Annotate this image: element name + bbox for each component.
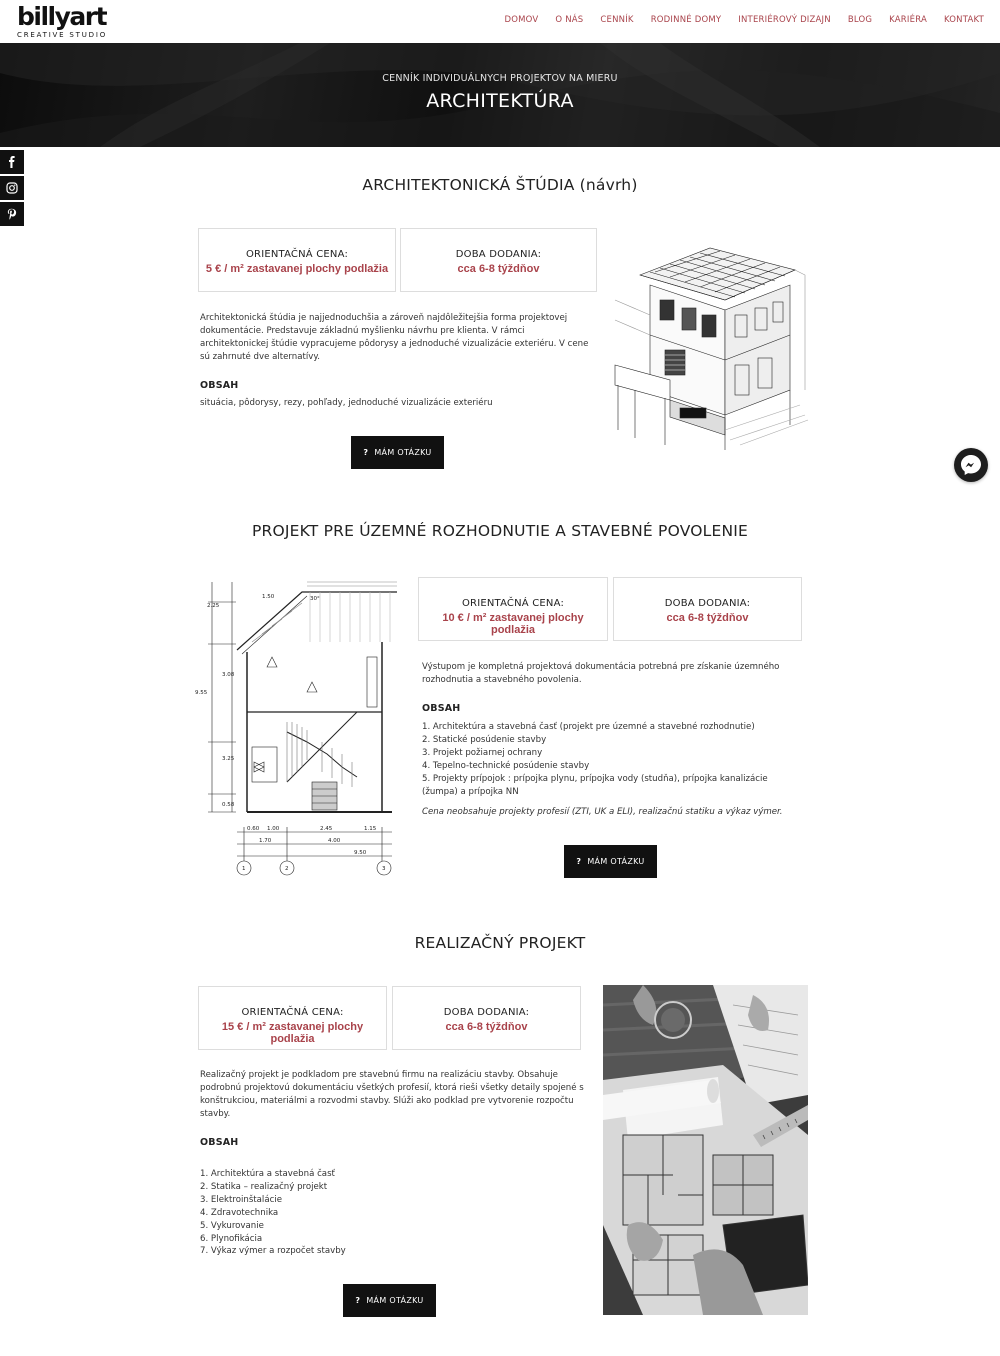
drawing-axis-label: 3 <box>382 866 386 872</box>
price-label: ORIENTAČNÁ CENA: <box>241 1007 344 1018</box>
price-value: 10 € / m² zastavanej plochy podlažia <box>442 612 584 636</box>
logo[interactable] <box>17 4 107 39</box>
list-item: 5. Projekty prípojok : prípojka plynu, prípojka vody (studňa), prípojka kanalizácie (žumpa) a prípojka NN <box>422 773 768 797</box>
list-item: 2. Statika – realizačný projekt <box>200 1181 328 1192</box>
drawing-dim-top: 1.50 <box>262 594 275 600</box>
nav-item-domov[interactable]: DOMOV <box>504 15 539 25</box>
obsah-list <box>422 721 797 798</box>
drawing-dim-bottom: 1.15 <box>364 826 377 832</box>
question-icon: ? <box>355 1296 361 1305</box>
delivery-value: cca 6-8 týždňov <box>445 1021 528 1033</box>
ask-question-button[interactable] <box>564 845 657 878</box>
drawing-dim-bottom: 1.00 <box>267 826 280 832</box>
price-box <box>198 228 396 292</box>
price-box <box>418 577 608 641</box>
price-label: ORIENTAČNÁ CENA: <box>245 249 349 260</box>
list-item: 5. Vykurovanie <box>200 1220 264 1231</box>
delivery-label: DOBA DODANIA: <box>455 249 542 260</box>
messenger-chat-button[interactable] <box>954 448 988 482</box>
hero-title: ARCHITEKTÚRA <box>426 90 574 112</box>
pinterest-icon <box>6 208 18 220</box>
nav-item-interierovy-dizajn[interactable]: INTERIÉROVÝ DIZAJN <box>738 15 831 25</box>
list-item: 1. Architektúra a stavebná časť (projekt pre územné a stavebné rozhodnutie) <box>422 722 755 732</box>
price-value: 5 € / m² zastavanej plochy podlažia <box>205 263 389 275</box>
drawing-axis-label: 2 <box>285 866 289 872</box>
obsah-heading: OBSAH <box>200 1137 239 1148</box>
section-drawing-image <box>192 572 400 880</box>
list-item: 4. Tepelno-technické posúdenie stavby <box>422 760 590 771</box>
nav-item-o-nas[interactable]: O NÁS <box>555 15 584 25</box>
logo-main-text: billyart <box>17 2 107 31</box>
obsah-text: situácia, pôdorysy, rezy, pohľady, jednoduché vizualizácie exteriéru <box>200 398 493 408</box>
price-label: ORIENTAČNÁ CENA: <box>461 598 565 609</box>
list-item: 3. Projekt požiarnej ochrany <box>422 747 543 758</box>
section-description: Architektonická štúdia je najjednoduchšia a zároveň najdôležitejšia forma projektovej dokumentácie. Predstavuje základnú myšlienku návrhu pre klienta. V rámci architektonickej štúdie vypracujeme pôdorysy a jednoduché vizualizácie exteriéru. V cene sú zahrnuté dve alternatívy. <box>200 313 589 362</box>
drawing-axis-label: 1 <box>242 866 246 872</box>
section-description: Výstupom je kompletná projektová dokumentácia potrebná pre získanie územného rozhodnutia a stavebného povolenia. <box>422 662 780 685</box>
nav-item-kariera[interactable]: KARIÉRA <box>889 15 927 25</box>
delivery-box <box>613 577 802 641</box>
obsah-heading: OBSAH <box>200 380 239 391</box>
top-bar <box>0 0 1000 43</box>
section-title-realizacny-projekt: REALIZAČNÝ PROJEKT <box>414 934 586 952</box>
delivery-box <box>400 228 597 292</box>
obsah-list <box>200 1168 585 1258</box>
delivery-label: DOBA DODANIA: <box>664 598 751 609</box>
drawing-dim-angle: 30° <box>310 596 320 602</box>
price-value: 15 € / m² zastavanej plochy podlažia <box>221 1021 364 1045</box>
nav-item-blog[interactable]: BLOG <box>847 15 873 25</box>
question-icon: ? <box>363 448 369 457</box>
ask-question-button[interactable] <box>351 436 444 469</box>
drawing-dim-bottom: 0.60 <box>247 826 260 832</box>
nav-item-rodinne-domy[interactable]: RODINNÉ DOMY <box>650 15 722 25</box>
facebook-icon <box>6 156 18 168</box>
drawing-dim-bottom: 9.50 <box>354 850 367 856</box>
list-item: 2. Statické posúdenie stavby <box>422 734 547 745</box>
nav-item-kontakt[interactable]: KONTAKT <box>943 15 984 25</box>
list-item: 1. Architektúra a stavebná časť <box>200 1169 335 1179</box>
list-item: 3. Elektroinštalácie <box>200 1194 282 1205</box>
ask-question-button[interactable] <box>343 1284 436 1317</box>
messenger-icon <box>959 453 983 477</box>
hero-subtitle: CENNÍK INDIVIDUÁLNYCH PROJEKTOV NA MIERU <box>382 73 618 84</box>
wireframe-house-image <box>610 240 810 455</box>
delivery-label: DOBA DODANIA: <box>443 1007 530 1018</box>
drawing-dim-bottom: 4.00 <box>328 838 341 844</box>
section-description: Realizačný projekt je podkladom pre stavebnú firmu na realizáciu stavby. Obsahuje podrobnú projektovú dokumentáciu všetkých profesií, ktorá rieši všetky detaily spojené s konštrukciou, materiálmi a rozvodmi stavby. Slúži ako podklad pre vytvorenie rozpočtu stavby. <box>200 1070 584 1119</box>
question-icon: ? <box>576 857 582 866</box>
delivery-value: cca 6-8 týždňov <box>666 612 749 624</box>
price-note: Cena neobsahuje projekty profesií (ZTI, UK a ELI), realizačnú statiku a výkaz výmer. <box>422 807 783 817</box>
drawing-dim-left: 0.58 <box>222 802 235 808</box>
nav-item-cennik[interactable]: CENNÍK <box>600 15 634 25</box>
drawing-dim-bottom: 2.45 <box>320 826 333 832</box>
drawing-dim-left: 9.55 <box>195 690 208 696</box>
drawing-dim-left: 3.08 <box>222 672 235 678</box>
delivery-value: cca 6-8 týždňov <box>457 263 540 275</box>
social-facebook[interactable] <box>0 150 24 174</box>
list-item: 7. Výkaz výmer a rozpočet stavby <box>200 1246 346 1257</box>
list-item: 4. Zdravotechnika <box>200 1207 279 1218</box>
drawing-dim-left: 3.25 <box>222 756 235 762</box>
social-pinterest[interactable] <box>0 202 24 226</box>
desk-plans-photo <box>603 985 808 1315</box>
drawing-dim-left: 2.25 <box>207 603 220 609</box>
ask-question-label: MÁM OTÁZKU <box>374 448 432 457</box>
hero-banner <box>0 43 1000 147</box>
drawing-dim-bottom: 1.70 <box>259 838 272 844</box>
price-box <box>198 986 387 1050</box>
logo-sub-text: CREATIVE STUDIO <box>17 31 108 39</box>
ask-question-label: MÁM OTÁZKU <box>366 1296 424 1305</box>
section-title-architektonicka-studia: ARCHITEKTONICKÁ ŠTÚDIA (návrh) <box>362 176 638 194</box>
delivery-box <box>392 986 581 1050</box>
main-nav <box>487 15 984 25</box>
ask-question-label: MÁM OTÁZKU <box>587 857 645 866</box>
section-title-uzemne-rozhodnutie: PROJEKT PRE ÚZEMNÉ ROZHODNUTIE A STAVEBNÉ POVOLENIE <box>251 522 749 540</box>
list-item: 6. Plynofikácia <box>200 1233 263 1244</box>
obsah-heading: OBSAH <box>422 703 461 714</box>
